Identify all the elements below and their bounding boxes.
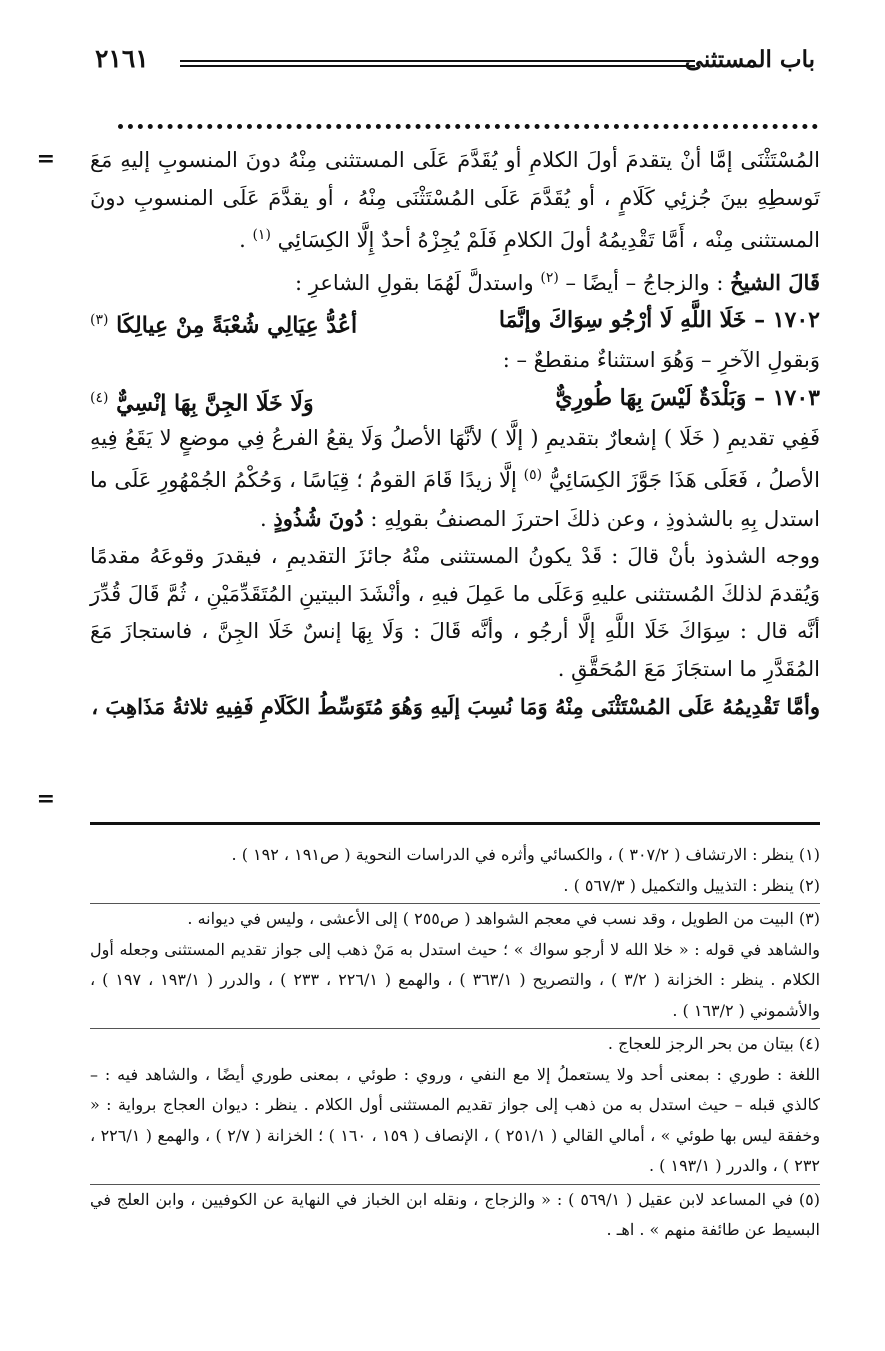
bold-phrase: دُونَ شُذُوذٍ bbox=[273, 505, 364, 531]
main-text bbox=[90, 142, 820, 726]
footnote: والشاهد في قوله : « خلا الله لا أرجو سواك » ؛ حيث استدل به مَنْ ذهب إلى جواز تقديم المستثنى وجعله أول الكلام . ينظر : الخزانة ( ٣/٢ ) ، والتصريح ( ٣٦٣/١ ) ، والهمع ( ٢٢٦/١ ، ٢٣٣ ) ، والدرر ( ١٩٣/١ ، ١٩٧ ) ، والأشموني ( ١٦٣/٢ ) . bbox=[90, 939, 821, 1020]
footnote: (١) ينظر : الارتشاف ( ٣٠٧/٢ ) ، والكسائي وأثره في الدراسات النحوية ( ص١٩١ ، ١٩٢ ) . bbox=[231, 845, 820, 864]
verse-1703 bbox=[90, 380, 820, 420]
footnote: (٣) البيت من الطويل ، وقد نسب في معجم الشواهد ( ص٢٥٥ ) إلى الأعشى ، وليس في ديوانه . bbox=[187, 909, 820, 928]
footnote-ref: (٢) bbox=[540, 269, 559, 286]
footnote: (٢) ينظر : التذييل والتكميل ( ٥٦٧/٣ ) . bbox=[563, 875, 820, 895]
footnote: (٥) في المساعد لابن عقيل ( ٥٦٩/١ ) : « والزجاج ، ونقله ابن الخباز في النهاية عن الكوفيين ، وابن العلج في البسيط عن طائفة منهم » . اهـ . bbox=[90, 1189, 820, 1239]
footnote-ref: (٤) bbox=[90, 389, 109, 406]
verse-second-hemistich: أعُدُّ عِيَالِي شُعْبَةً مِنْ عِيالِكَا $^{(٣)}$ bbox=[90, 312, 358, 339]
paragraph: وَبقولِ الآخرِ – وَهُوَ استثناءٌ منقطعٌ – : bbox=[502, 348, 820, 372]
paragraph: ووجه الشذوذ بأنْ قالَ : قَدْ يكونُ المستثنى منْهُ جائزَ التقديمِ ، فيقدرَ وقوعَهُ مقدمًا وَيُقدمَ لذلكَ المُستثنى عليهِ وَعَلَى ما عَمِلَ فيهِ ، وأنْشَدَ البيتينِ المُتَقَدِّمَيْنِ ، ثُمَّ قَالَ قُدِّرَ أنَّه قال : سِوَاكَ خَلَا اللَّهِ إلَّا أرجُو ، وأنَّه قَالَ : وَلَا بِهَا إنسٌ خَلَا الجِنَّ ، فاستجازَ مَعَ المُقَدَّرِ ما استجَازَ مَعَ المُحَقَّقِ . bbox=[90, 544, 820, 681]
page-number: ٢١٦١ bbox=[95, 44, 149, 73]
paragraph: قَالَ الشيخُ : والزجاجُ – أيضًا – $^{(٢)}$ واستدلَّ لَهُمَا بقولِ الشاعرِ : bbox=[295, 269, 820, 295]
verse-1702 bbox=[90, 302, 820, 342]
verse-first-hemistich: ١٧٠٢ – خَلَا اللَّهِ لَا أرْجُو سِوَاكَ وإنَّمَا bbox=[498, 307, 820, 333]
footnote-ref: (١) bbox=[252, 227, 271, 243]
paragraph: فَفِي تقديمِ ( خَلَا ) إشعارٌ بتقديمِ ( إلَّا ) لأنَّهَا الأصلُ وَلَا يقعُ الفرعُ فِي موضعٍ لا يَقَعُ فِيهِ الأصلُ ، فَعَلَى هَذَا جَوَّزَ الكِسَائِيُّ $^{(٥)}$ إلَّا زيدًا قَامَ القومُ ؛ قِيَاسًا ، وَحُكْمُ الجُمْهُورِ عَلَى ما استدل بِهِ بالشذوذِ ، وعن ذلكَ احترزَ المصنفُ بقولِهِ : دُونَ شُذُوذٍ . bbox=[90, 425, 820, 531]
footnote-ref: (٥) bbox=[523, 467, 543, 483]
continuation-mark-bottom: = bbox=[36, 786, 55, 812]
bold-lead: قَالَ الشيخُ bbox=[730, 269, 820, 295]
footnote: اللغة : طوري : بمعنى أحد ولا يستعملُ إلا مع النفي ، وروي : طوئي ، بمعنى طوري أيضًا ، والشاهد فيه : – كالذي قبله – حيث استدل به من ذهب إلى جواز تقديم المستثنى أول الكلام . ينظر : ديوان العجاج برواية : « وخفقة ليس بها طوئي » ، أمالي القالي ( ٢٥١/١ ) ، الإنصاف ( ١٥٩ ، ١٦٠ ) ؛ الخزانة ( ٢/٧ ) ، والهمع ( ٢٢٦/١ ، ٢٣٢ ) ، والدرر ( ١٩٣/١ ) . bbox=[90, 1064, 821, 1175]
footnote-ref: (٣) bbox=[90, 312, 109, 328]
page-header bbox=[95, 40, 815, 86]
dotted-separator bbox=[118, 110, 818, 129]
verse-first-hemistich: ١٧٠٣ – وَبَلْدَةٌ لَيْسَ بِهَا طُورِيٌّ bbox=[555, 384, 820, 411]
paragraph: المُسْتَثْنَى إمَّا أنْ يتقدمَ أولَ الكلامِ أو يُقَدَّمَ عَلَى المستثنى مِنْهُ دونَ المنسوبِ إليهِ مَعَ تَوسطِهِ بينَ جُزئِي كَلَامٍ ، أو يُقَدَّمَ عَلَى المُسْتَثْنَى مِنْهُ ، أو يقدَّمَ عَلَى المنسوبِ دونَ المستثنى مِنْه ، أَمَّا تَقْدِيمُهُ أولَ الكلامِ فَلَمْ يُجِزْهُ أحدٌ إِلَّا الكِسَائِي $^{(١)}$ . bbox=[90, 148, 820, 252]
chapter-title: باب المستثنى bbox=[684, 46, 815, 73]
header-rule bbox=[180, 60, 695, 67]
footnote-rule bbox=[90, 822, 820, 825]
paragraph-bold: وأمَّا تَقْدِيمُهُ عَلَى المُسْتَثْنَى مِنْهُ وَمَا نُسِبَ إلَيهِ وَهُوَ مُتَوَسِّطُ الكَلَامِ فَفِيهِ ثلاثةُ مَذَاهِبَ ، bbox=[91, 694, 820, 719]
footnote: (٤) بيتان من بحر الرجز للعجاج . bbox=[607, 1034, 820, 1053]
continuation-mark-top: = bbox=[36, 146, 55, 172]
verse-second-hemistich: وَلَا خَلَا الجِنَّ بِهَا إنْسِيٌّ $^{(٤)}$ bbox=[90, 389, 314, 416]
footnotes bbox=[90, 840, 820, 1246]
